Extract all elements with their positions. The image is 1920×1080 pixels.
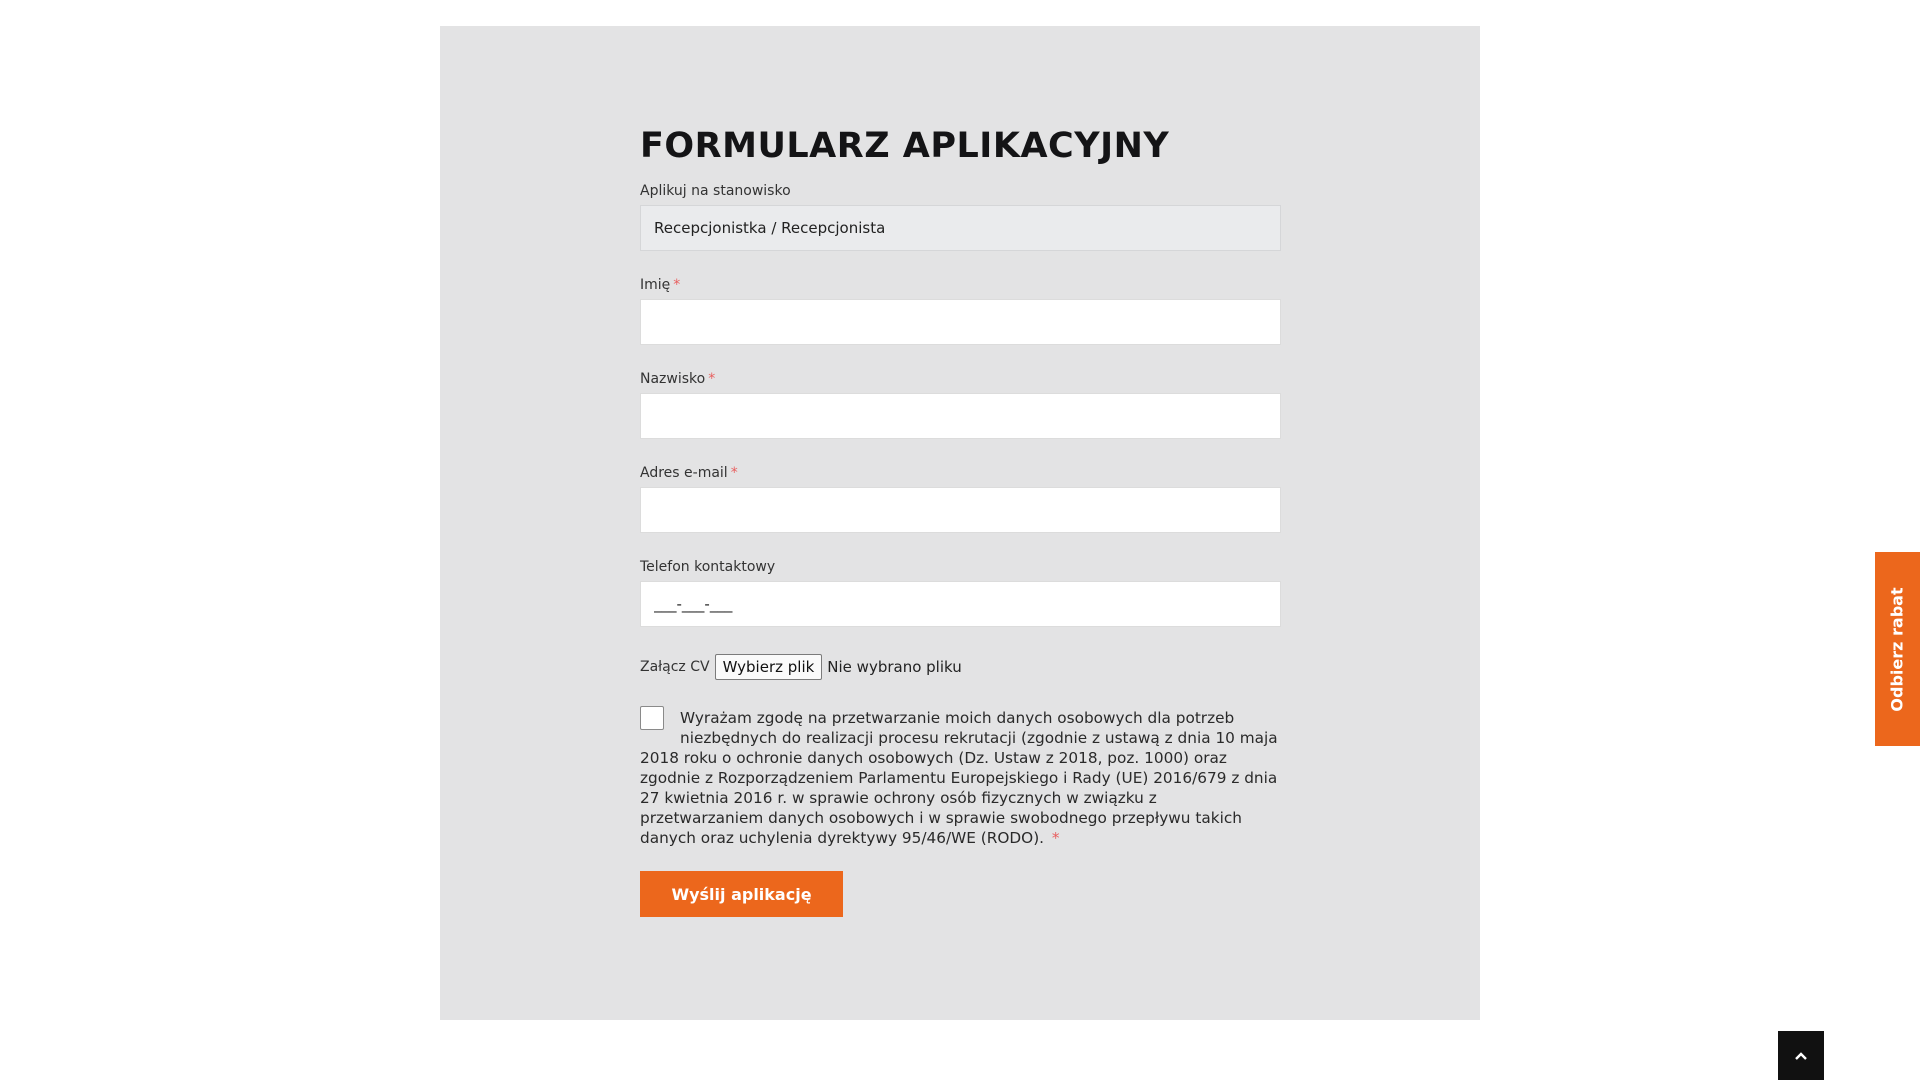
position-field	[640, 182, 1281, 251]
scroll-to-top-button[interactable]	[1778, 1031, 1824, 1080]
discount-side-tab[interactable]	[1875, 552, 1920, 746]
phone-field	[640, 558, 1281, 627]
file-status: Nie wybrano pliku	[827, 658, 962, 676]
consent-checkbox[interactable]	[640, 706, 664, 730]
required-mark: *	[673, 277, 681, 293]
application-form-panel	[440, 26, 1480, 1020]
chevron-up-icon	[1794, 1046, 1808, 1065]
discount-tab-label: Odbierz rabat	[1888, 586, 1908, 712]
required-mark: *	[708, 371, 716, 387]
required-mark: *	[730, 465, 738, 481]
email-input[interactable]	[640, 487, 1281, 533]
position-label: Aplikuj na stanowisko	[640, 183, 791, 199]
consent-block	[640, 708, 1281, 848]
application-form	[640, 120, 1281, 917]
cv-upload-row	[640, 653, 1281, 681]
cv-label: Załącz CV	[640, 659, 710, 675]
phone-label: Telefon kontaktowy	[640, 559, 776, 575]
last-name-input[interactable]	[640, 393, 1281, 439]
first-name-field	[640, 276, 1281, 345]
last-name-label: Nazwisko *	[640, 371, 716, 387]
first-name-label: Imię *	[640, 277, 681, 293]
consent-text: Wyrażam zgodę na przetwarzanie moich danych osobowych dla potrzeb niezbędnych do realizacji procesu rekrutacji (zgodnie z ustawą z dnia 10 maja 2018 roku o ochronie danych osobowych (Dz. Ustaw z 2018, poz. 1000) oraz zgodnie z Rozporządzeniem Parlamentu Europejskiego i Rady (UE) 2016/679 z dnia 27 kwietnia 2016 r. w sprawie ochrony osób fizycznych w związku z przetwarzaniem danych osobowych i w sprawie swobodnego przepływu takich danych oraz uchylenia dyrektywy 95/46/WE (RODO).	[640, 709, 1278, 847]
first-name-input[interactable]	[640, 299, 1281, 345]
phone-input[interactable]	[640, 581, 1281, 627]
last-name-field	[640, 370, 1281, 439]
position-input[interactable]	[640, 205, 1281, 251]
submit-application-button[interactable]: Wyślij aplikację	[640, 871, 843, 917]
email-label: Adres e-mail *	[640, 465, 738, 481]
form-title: FORMULARZ APLIKACYJNY	[640, 126, 1170, 166]
choose-file-button[interactable]: Wybierz plik	[715, 654, 823, 680]
email-field	[640, 464, 1281, 533]
required-mark: *	[1051, 829, 1060, 847]
